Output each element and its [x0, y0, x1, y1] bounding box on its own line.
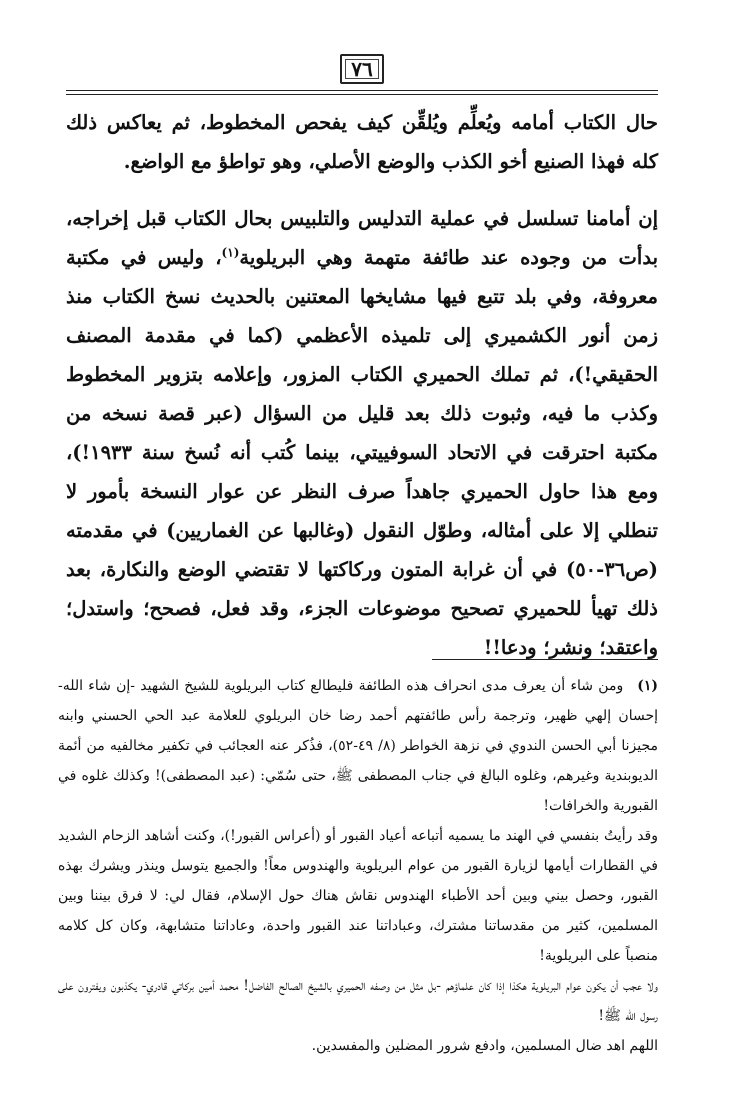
paragraph-2	[66, 199, 658, 667]
main-text	[66, 103, 658, 667]
page-number: ٧٦	[340, 54, 384, 84]
footnote-paragraph-4: اللهم اهد ضال المسلمين، وادفع شرور المضلين والمفسدين.	[311, 1038, 658, 1054]
paragraph-1: حال الكتاب أمامه ويُعلِّم ويُلقِّن كيف يفحص المخطوط، ثم يعاكس ذلك كله فهذا الصنيع أخو الكذب والوضع الأصلي، وهو تواطؤ مع الواضع.	[66, 111, 658, 173]
footnotes	[58, 671, 658, 1061]
footnote-paragraph-3: ولا عجب أن يكون عوام البريلوية هكذا إذا كان علماؤهم -بل مثل من وصفه الحميري بالشيخ الصالح الفاضل! محمد أمين بركاتي قادري- يكذبون ويفترون على رسول الله ﷺ!	[58, 978, 658, 1024]
footnote-number: (١)	[637, 678, 658, 694]
footnote-paragraph-1	[58, 671, 658, 821]
paragraph-2-rest: ، وليس في مكتبة معروفة، وفي بلد تتبع فيها مشايخها المعتنين بالحديث نسخ الكتاب منذ زمن أنور الكشميري إلى تلميذه الأعظمي (كما في مقدمة المصنف الحقيقي!)، ثم تملك الحميري الكتاب المزور، وإعلامه بتزوير المخطوط وكذب ما فيه، وثبوت ذلك بعد قليل من السؤال (عبر قصة نسخه من مكتبة احترقت في الاتحاد السوفييتي، بينما كُتب أنه نُسخ سنة ١٩٣٣!)، ومع هذا حاول الحميري جاهداً صرف النظر عن عوار النسخة بأمور لا تنطلي إلا على أمثاله، وطوّل النقول (وغالبها عن الغماريين) في مقدمته (ص٣٦-٥٠) في أن غرابة المتون وركاكتها لا تقتضي الوضع والنكارة، بعد ذلك تهيأ للحميري تصحيح موضوعات الجزء، وقد فعل، فصحح؛ واستدل؛ واعتقد؛ ونشر؛ ودعا!!	[66, 246, 658, 659]
footnote-paragraph-2: وقد رأيتُ بنفسي في الهند ما يسميه أتباعه أعياد القبور أو (أعراس القبور!)، وكنت أشاهد الزحام الشديد في القطارات أيامها لزيارة القبور من عوام البريلوية والهندوس معاً! والجميع يتوسل وينذر ويشرك بهذه القبور، وحصل بيني وبين أحد الأطباء الهندوس نقاش هناك حول الإسلام، فقال لي: لا فرق بيننا وبين المسلمين، كثير من مقدساتنا مشترك، وعباداتنا عند القبور واحدة، وعاداتنا متشابهة، وكان كل كلامه منصباً على البريلوية!	[58, 828, 658, 964]
header-rule	[66, 90, 658, 91]
footnote-reference: (١)	[221, 245, 240, 260]
header-rule-thin	[66, 94, 658, 95]
page-header	[66, 52, 658, 90]
footnote-separator	[432, 659, 658, 660]
footnote-text-1: ومن شاء أن يعرف مدى انحراف هذه الطائفة فليطالع كتاب البريلوية للشيخ الشهيد -إن شاء الله- إحسان إلهي ظهير، وترجمة رأس طائفتهم أحمد رضا خان البريلوي للعلامة عبد الحي الحسني وابنه مجيزنا أبي الحسن الندوي في نزهة الخواطر (٨/ ٤٩-٥٢)، فذُكر عنه العجائب في تكفير مخالفيه من أئمة الديوبندية وغيرهم، وغلوه البالغ في جناب المصطفى ﷺ، حتى سُمّي: (عبد المصطفى)! وكذلك غلوه في القبورية والخرافات!	[58, 678, 658, 814]
paragraph-2-start: إن أمامنا تسلسل في عملية التدليس والتلبيس بحال الكتاب قبل إخراجه، بدأت من وجوده عند طائفة متهمة وهي البريلوية	[66, 207, 658, 269]
